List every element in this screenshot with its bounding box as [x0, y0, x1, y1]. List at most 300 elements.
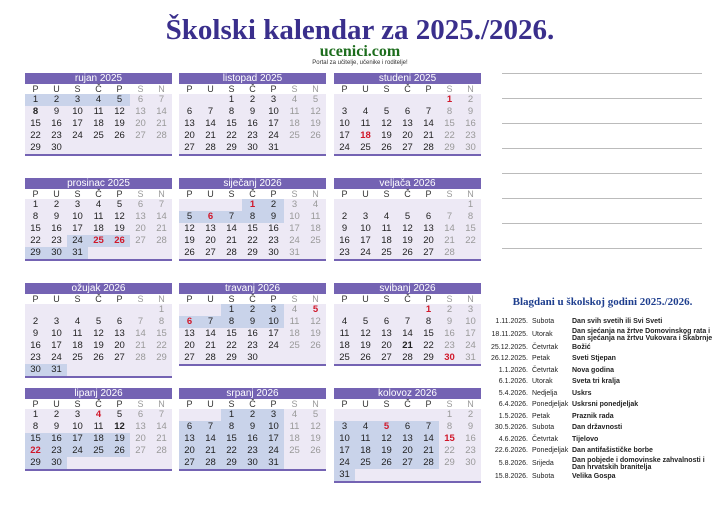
holiday-date: 30.5.2026.	[494, 424, 528, 432]
day-cell: 24	[460, 340, 481, 352]
day-cell	[376, 304, 397, 316]
weekday-header: S	[376, 84, 397, 94]
holiday-row	[490, 365, 715, 377]
day-cell: 23	[263, 235, 284, 247]
day-cell: 6	[130, 94, 151, 106]
day-cell: 17	[263, 328, 284, 340]
day-cell	[376, 409, 397, 421]
page-title: Školski kalendar za 2025./2026.	[165, 14, 555, 46]
day-cell: 22	[418, 340, 439, 352]
day-cell: 25	[284, 130, 305, 142]
day-cell: 7	[151, 409, 172, 421]
day-cell: 24	[263, 130, 284, 142]
day-cell: 15	[418, 328, 439, 340]
month-title: kolovoz 2026	[334, 388, 481, 399]
day-cell: 18	[334, 340, 355, 352]
note-line	[502, 73, 702, 74]
day-cell: 19	[305, 433, 326, 445]
day-cell: 5	[376, 421, 397, 433]
day-cell: 11	[355, 118, 376, 130]
month-title: siječanj 2026	[179, 178, 326, 189]
day-cell	[397, 469, 418, 481]
weekday-header: P	[179, 84, 200, 94]
day-cell: 15	[221, 433, 242, 445]
day-cell: 19	[305, 118, 326, 130]
day-cell	[334, 409, 355, 421]
day-cell: 9	[242, 421, 263, 433]
holiday-row	[490, 353, 715, 365]
day-cell: 27	[397, 457, 418, 469]
day-cell: 2	[460, 94, 481, 106]
day-cell: 22	[221, 130, 242, 142]
weekday-header: U	[200, 294, 221, 304]
holiday-row	[490, 445, 715, 457]
day-cell: 15	[460, 223, 481, 235]
day-cell: 17	[67, 433, 88, 445]
day-cell	[460, 469, 481, 481]
day-cell: 13	[130, 211, 151, 223]
day-cell	[151, 142, 172, 154]
weekday-header: S	[284, 189, 305, 199]
day-cell	[376, 469, 397, 481]
day-cell: 20	[397, 130, 418, 142]
day-cell: 30	[263, 247, 284, 259]
holiday-name: Dan svih svetih ili Svi Sveti	[572, 318, 663, 326]
day-cell	[179, 304, 200, 316]
day-cell: 28	[418, 457, 439, 469]
logo	[300, 44, 420, 66]
day-cell: 7	[151, 94, 172, 106]
weekday-header: N	[151, 84, 172, 94]
day-cell	[305, 142, 326, 154]
holiday-date: 1.11.2025.	[495, 318, 528, 326]
day-cell: 16	[242, 328, 263, 340]
day-cell: 7	[397, 316, 418, 328]
day-cell: 12	[88, 328, 109, 340]
day-cell: 30	[460, 142, 481, 154]
holiday-name: Nova godina	[572, 366, 615, 374]
day-cell: 23	[460, 445, 481, 457]
day-cell: 3	[284, 199, 305, 211]
month-title: prosinac 2025	[25, 178, 172, 189]
day-cell: 13	[376, 328, 397, 340]
day-cell	[88, 142, 109, 154]
holiday-row	[490, 316, 715, 328]
day-cell: 17	[334, 445, 355, 457]
day-cell: 13	[200, 223, 221, 235]
day-cell	[179, 94, 200, 106]
day-cell	[130, 142, 151, 154]
day-cell: 1	[221, 94, 242, 106]
day-cell: 1	[221, 304, 242, 316]
weekday-header: S	[376, 189, 397, 199]
holiday-row	[490, 411, 715, 423]
day-cell: 7	[130, 316, 151, 328]
day-cell: 8	[439, 421, 460, 433]
day-cell: 26	[305, 445, 326, 457]
note-line	[502, 223, 702, 224]
day-cell: 11	[355, 433, 376, 445]
month-title: svibanj 2026	[334, 283, 481, 294]
weekday-header: S	[439, 189, 460, 199]
day-cell: 31	[263, 142, 284, 154]
day-cell: 22	[221, 340, 242, 352]
day-cell: 13	[179, 328, 200, 340]
day-cell: 31	[67, 247, 88, 259]
day-cell: 14	[151, 106, 172, 118]
day-cell	[418, 199, 439, 211]
holiday-date: 5.4.2026.	[498, 389, 528, 397]
month-footer-bar	[179, 469, 326, 471]
day-cell: 2	[242, 94, 263, 106]
day-cell: 24	[67, 445, 88, 457]
day-cell: 12	[355, 328, 376, 340]
day-cell: 18	[284, 433, 305, 445]
day-cell: 26	[355, 352, 376, 364]
holiday-date: 6.4.2026.	[498, 401, 528, 409]
day-cell: 27	[376, 352, 397, 364]
day-cell: 23	[242, 130, 263, 142]
month-title: ožujak 2026	[25, 283, 172, 294]
weekday-header: S	[284, 294, 305, 304]
day-cell: 15	[25, 118, 46, 130]
day-cell	[460, 247, 481, 259]
day-cell: 8	[151, 316, 172, 328]
day-cell: 4	[355, 106, 376, 118]
day-cell	[305, 457, 326, 469]
holiday-name: Uskrsni ponedjeljak	[572, 401, 639, 409]
day-cell: 24	[67, 130, 88, 142]
holiday-date: 1.5.2026.	[498, 412, 528, 420]
day-cell: 28	[200, 142, 221, 154]
day-cell: 28	[200, 352, 221, 364]
weekday-header: S	[439, 84, 460, 94]
day-cell: 20	[130, 223, 151, 235]
day-cell	[25, 304, 46, 316]
day-cell: 28	[221, 247, 242, 259]
day-cell: 11	[284, 316, 305, 328]
day-cell: 11	[305, 211, 326, 223]
day-cell: 4	[376, 211, 397, 223]
weekday-header: P	[263, 399, 284, 409]
notes-area	[502, 73, 702, 273]
weekday-header: P	[334, 84, 355, 94]
day-cell	[109, 142, 130, 154]
day-cell: 25	[334, 352, 355, 364]
day-cell: 11	[88, 106, 109, 118]
holiday-weekday: Utorak	[532, 331, 553, 338]
holiday-name: Dan antifašističke borbe	[572, 447, 653, 455]
day-cell: 19	[88, 340, 109, 352]
weekday-header: S	[67, 84, 88, 94]
day-cell: 25	[376, 247, 397, 259]
day-cell: 5	[179, 211, 200, 223]
day-cell: 20	[179, 340, 200, 352]
day-cell: 11	[376, 223, 397, 235]
day-cell: 30	[460, 457, 481, 469]
weekday-header: S	[67, 294, 88, 304]
day-cell: 27	[109, 352, 130, 364]
day-cell	[88, 364, 109, 376]
day-cell: 28	[418, 142, 439, 154]
day-cell	[397, 304, 418, 316]
weekday-header: P	[334, 189, 355, 199]
day-cell: 17	[284, 223, 305, 235]
day-cell: 29	[221, 142, 242, 154]
note-line	[502, 98, 702, 99]
month-calendar	[334, 178, 481, 261]
day-cell: 1	[439, 409, 460, 421]
day-cell	[397, 409, 418, 421]
day-cell: 17	[355, 235, 376, 247]
weekday-header: Č	[88, 399, 109, 409]
day-cell: 9	[46, 421, 67, 433]
day-cell	[200, 304, 221, 316]
day-cell: 22	[25, 130, 46, 142]
weekday-header: Č	[88, 84, 109, 94]
month-calendar	[334, 73, 481, 156]
day-cell: 11	[88, 211, 109, 223]
weekday-header: S	[439, 399, 460, 409]
holiday-name: Dan državnosti	[572, 424, 623, 432]
day-cell: 2	[439, 304, 460, 316]
day-cell	[284, 457, 305, 469]
day-cell: 1	[460, 199, 481, 211]
month-title: listopad 2025	[179, 73, 326, 84]
day-cell: 4	[88, 94, 109, 106]
weekday-header: P	[418, 84, 439, 94]
day-cell: 21	[439, 235, 460, 247]
day-cell: 4	[88, 409, 109, 421]
day-cell: 22	[242, 235, 263, 247]
day-cell: 17	[263, 433, 284, 445]
day-cell: 20	[179, 130, 200, 142]
weekday-header: N	[305, 399, 326, 409]
day-cell	[179, 409, 200, 421]
day-cell: 2	[334, 211, 355, 223]
month-calendar	[334, 388, 481, 483]
weekday-header: P	[418, 294, 439, 304]
day-cell: 19	[376, 130, 397, 142]
day-cell: 9	[263, 211, 284, 223]
weekday-header: Č	[397, 294, 418, 304]
month-title: srpanj 2026	[179, 388, 326, 399]
day-cell: 8	[25, 106, 46, 118]
weekday-header: S	[67, 399, 88, 409]
day-cell: 2	[263, 199, 284, 211]
day-cell: 1	[25, 199, 46, 211]
weekday-header: Č	[242, 294, 263, 304]
day-cell	[418, 94, 439, 106]
holiday-row	[490, 471, 715, 483]
day-cell: 24	[263, 445, 284, 457]
day-cell	[334, 304, 355, 316]
weekday-header: U	[355, 399, 376, 409]
day-cell: 8	[418, 316, 439, 328]
day-cell: 8	[221, 421, 242, 433]
weekday-header: S	[67, 189, 88, 199]
holiday-row	[490, 457, 715, 471]
day-cell: 12	[109, 211, 130, 223]
logo-text: ucenici.com	[319, 43, 401, 60]
holiday-date: 25.12.2025.	[491, 343, 528, 351]
day-cell: 1	[25, 94, 46, 106]
day-cell: 14	[151, 421, 172, 433]
weekday-header: N	[305, 294, 326, 304]
day-cell: 22	[439, 130, 460, 142]
day-cell	[46, 304, 67, 316]
day-cell: 19	[397, 235, 418, 247]
day-cell	[109, 364, 130, 376]
weekday-header: Č	[88, 294, 109, 304]
day-cell: 29	[221, 457, 242, 469]
day-cell: 16	[242, 118, 263, 130]
holiday-row	[490, 399, 715, 411]
day-cell: 24	[67, 235, 88, 247]
day-cell: 18	[284, 118, 305, 130]
day-cell: 25	[284, 340, 305, 352]
day-cell: 20	[179, 445, 200, 457]
day-cell: 6	[179, 421, 200, 433]
day-cell: 19	[355, 340, 376, 352]
day-cell: 19	[376, 445, 397, 457]
weekday-header: N	[305, 84, 326, 94]
holiday-name: Dan pobjede i domovinske zahvalnosti i Dan hrvatskih branitelja	[572, 456, 705, 471]
day-cell: 29	[221, 352, 242, 364]
day-cell: 21	[418, 445, 439, 457]
weekday-header: P	[418, 189, 439, 199]
day-cell: 19	[109, 118, 130, 130]
day-cell: 16	[263, 223, 284, 235]
day-cell: 26	[109, 445, 130, 457]
weekday-header: U	[200, 399, 221, 409]
day-cell: 14	[418, 433, 439, 445]
day-cell	[88, 304, 109, 316]
month-calendar	[334, 283, 481, 366]
month-footer-bar	[334, 481, 481, 483]
weekday-header: U	[355, 294, 376, 304]
holiday-date: 18.11.2025.	[491, 331, 528, 338]
day-cell	[88, 457, 109, 469]
weekday-header: Č	[88, 189, 109, 199]
day-cell: 15	[221, 118, 242, 130]
holiday-date: 4.6.2026.	[498, 435, 528, 443]
month-title: studeni 2025	[334, 73, 481, 84]
day-cell: 27	[418, 247, 439, 259]
weekday-header: S	[130, 189, 151, 199]
month-title: lipanj 2026	[25, 388, 172, 399]
weekday-header: U	[46, 84, 67, 94]
day-cell: 29	[25, 247, 46, 259]
day-cell: 11	[284, 106, 305, 118]
day-cell: 26	[109, 130, 130, 142]
day-cell: 8	[460, 211, 481, 223]
day-cell	[355, 199, 376, 211]
day-cell: 20	[109, 340, 130, 352]
day-cell: 6	[418, 211, 439, 223]
day-cell: 10	[263, 421, 284, 433]
note-line	[502, 123, 702, 124]
weekday-header: Č	[397, 84, 418, 94]
weekday-header: Č	[242, 399, 263, 409]
day-cell: 25	[88, 235, 109, 247]
weekday-header: S	[130, 84, 151, 94]
weekday-header: S	[284, 84, 305, 94]
day-cell: 23	[439, 340, 460, 352]
day-cell: 31	[284, 247, 305, 259]
month-footer-bar	[334, 154, 481, 156]
holiday-weekday: Subota	[532, 318, 555, 326]
month-calendar	[179, 388, 326, 471]
day-cell: 18	[355, 130, 376, 142]
day-cell: 17	[67, 223, 88, 235]
day-cell	[200, 409, 221, 421]
note-line	[502, 173, 702, 174]
day-cell: 1	[242, 199, 263, 211]
day-cell: 7	[418, 106, 439, 118]
day-cell: 21	[200, 445, 221, 457]
day-cell: 9	[460, 106, 481, 118]
day-cell: 15	[25, 223, 46, 235]
day-cell: 2	[46, 94, 67, 106]
day-cell	[284, 142, 305, 154]
weekday-header: P	[109, 399, 130, 409]
day-cell	[355, 409, 376, 421]
day-cell: 10	[67, 106, 88, 118]
day-cell: 21	[418, 130, 439, 142]
weekday-header: N	[151, 399, 172, 409]
day-cell	[439, 469, 460, 481]
month-footer-bar	[25, 469, 172, 471]
weekday-header: N	[460, 399, 481, 409]
weekday-header: S	[221, 399, 242, 409]
day-cell: 6	[397, 106, 418, 118]
weekday-header: U	[355, 189, 376, 199]
day-cell: 19	[305, 328, 326, 340]
weekday-header: U	[200, 84, 221, 94]
holiday-name: Uskrs	[572, 389, 592, 397]
holiday-weekday: Subota	[532, 424, 555, 432]
day-cell: 3	[460, 304, 481, 316]
holiday-date: 5.8.2026.	[498, 460, 528, 467]
month-title: rujan 2025	[25, 73, 172, 84]
weekday-header: P	[179, 294, 200, 304]
day-cell: 6	[376, 316, 397, 328]
day-cell: 2	[242, 409, 263, 421]
day-cell: 23	[460, 130, 481, 142]
day-cell: 23	[242, 445, 263, 457]
month-footer-bar	[179, 364, 326, 366]
day-cell: 29	[439, 457, 460, 469]
weekday-header: P	[263, 294, 284, 304]
day-cell: 19	[109, 433, 130, 445]
weekday-header: S	[376, 294, 397, 304]
day-cell: 29	[25, 142, 46, 154]
day-cell: 14	[200, 328, 221, 340]
month-calendar	[179, 178, 326, 261]
day-cell: 5	[88, 316, 109, 328]
day-cell	[88, 247, 109, 259]
holiday-weekday: Ponedjeljak	[532, 401, 569, 409]
day-cell: 23	[334, 247, 355, 259]
month-footer-bar	[179, 259, 326, 261]
day-cell: 6	[200, 211, 221, 223]
day-cell: 6	[109, 316, 130, 328]
day-cell: 7	[200, 421, 221, 433]
weekday-header: P	[25, 189, 46, 199]
day-cell	[355, 304, 376, 316]
holiday-date: 6.1.2026.	[498, 378, 528, 386]
